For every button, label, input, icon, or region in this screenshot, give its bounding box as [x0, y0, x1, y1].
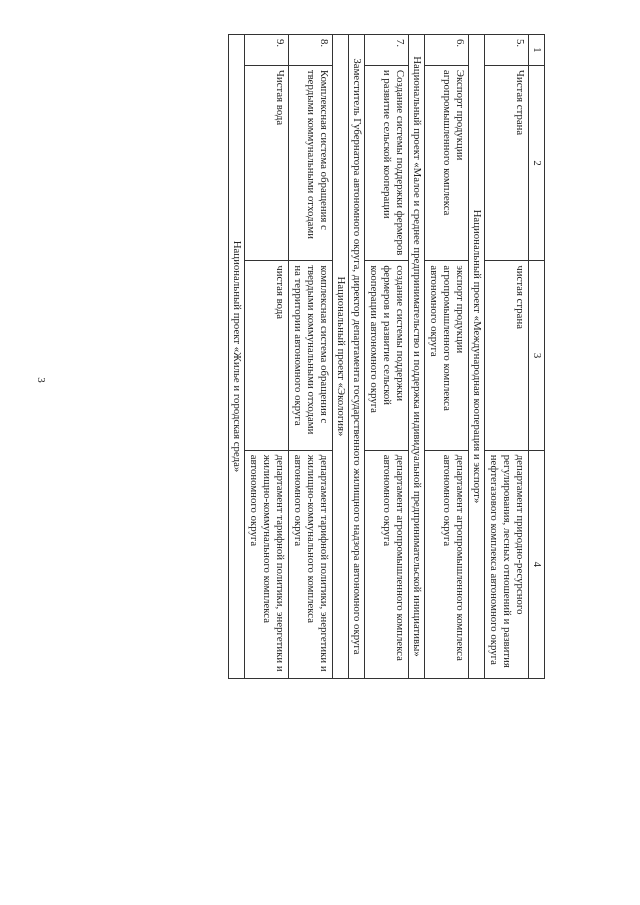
regional-project: создание системы поддержки фермеров и развитие сельской кооперации автономного округа — [365, 261, 409, 450]
table-row — [245, 35, 289, 679]
column-header: 4 — [529, 450, 545, 678]
column-header: 3 — [529, 261, 545, 450]
table-row — [289, 35, 333, 679]
row-number: 5. — [485, 35, 529, 66]
projects-table — [228, 34, 545, 679]
responsible-body: департамент тарифной политики, энергетики и жилищно-коммунального комплекса автономного округа — [289, 450, 333, 678]
section-row — [333, 35, 349, 679]
project-name: Чистая страна — [485, 65, 529, 260]
page-number: 3 — [35, 377, 47, 383]
table-row — [365, 35, 409, 679]
project-name: Экспорт продукции агропромышленного комплекса — [425, 65, 469, 260]
section-row — [409, 35, 425, 679]
section-row — [469, 35, 485, 679]
responsible-body: департамент агропромышленного комплекса автономного округа — [365, 450, 409, 678]
section-row — [229, 35, 245, 679]
regional-project: чистая вода — [245, 261, 289, 450]
row-number: 7. — [365, 35, 409, 66]
row-number: 6. — [425, 35, 469, 66]
section-heading: Национальный проект «Малое и среднее предпринимательство и поддержка индивидуальной предпринимательской инициативы» — [409, 35, 425, 679]
column-header: 2 — [529, 65, 545, 260]
table-row — [425, 35, 469, 679]
row-number: 9. — [245, 35, 289, 66]
project-name: Создание системы поддержки фермеров и развитие сельской кооперации — [365, 65, 409, 260]
regional-project: экспорт продукции агропромышленного комплекса автономного округа — [425, 261, 469, 450]
section-heading: Заместитель Губернатора автономного округа, директор департамента государственного жилищного надзора автономного округа — [349, 35, 365, 679]
section-row — [349, 35, 365, 679]
regional-project: комплексная система обращения с твердыми коммунальными отходами на территории автономного округа — [289, 261, 333, 450]
table-row — [485, 35, 529, 679]
responsible-body: департамент природно-ресурсного регулирования, лесных отношений и развития нефтегазового комплекса автономного округа — [485, 450, 529, 678]
section-heading: Национальный проект «Международная кооперация и экспорт» — [469, 35, 485, 679]
section-heading: Национальный проект «Экология» — [333, 35, 349, 679]
row-number: 8. — [289, 35, 333, 66]
section-heading: Национальный проект «Жилье и городская среда» — [229, 35, 245, 679]
responsible-body: департамент агропромышленного комплекса автономного округа — [425, 450, 469, 678]
column-header: 1 — [529, 35, 545, 66]
project-name: Чистая вода — [245, 65, 289, 260]
regional-project: чистая страна — [485, 261, 529, 450]
header-row — [529, 35, 545, 679]
document-page — [100, 34, 545, 679]
project-name: Комплексная система обращения с твердыми коммунальными отходами — [289, 65, 333, 260]
responsible-body: департамент тарифной политики, энергетики и жилищно-коммунального комплекса автономного округа — [245, 450, 289, 678]
